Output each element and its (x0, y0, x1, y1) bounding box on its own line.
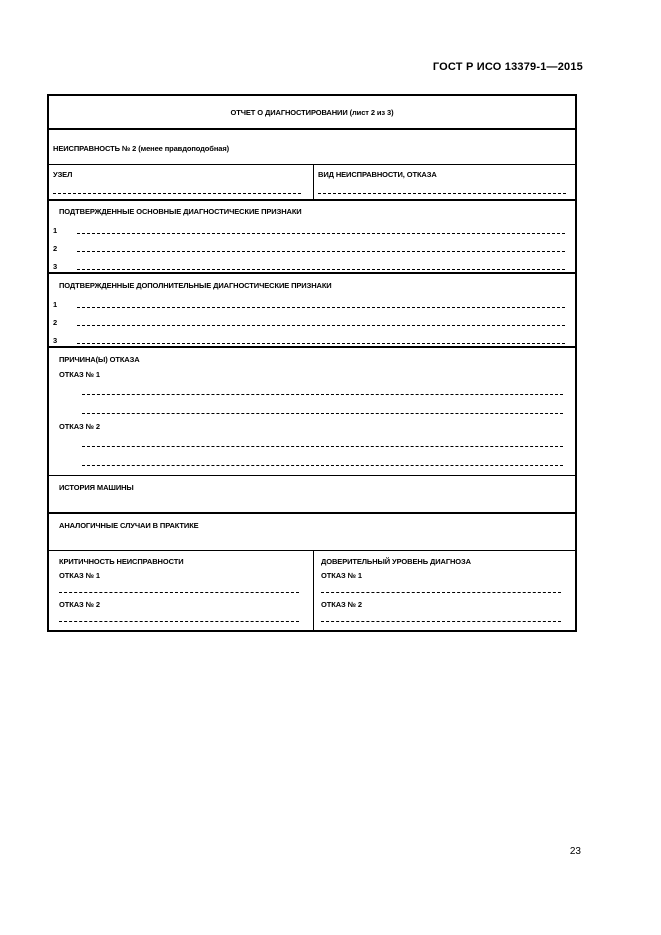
fault-type-label: ВИД НЕИСПРАВНОСТИ, ОТКАЗА (318, 170, 437, 179)
causes-label: ПРИЧИНА(Ы) ОТКАЗА (59, 355, 140, 364)
extra-signs-row (49, 274, 575, 348)
extra-sign-1-field[interactable] (77, 307, 565, 308)
line-number: 2 (53, 318, 58, 327)
confidence-failure-1-field[interactable] (321, 592, 561, 593)
standard-header: ГОСТ Р ИСО 13379-1—2015 (432, 61, 583, 73)
criticality-label: КРИТИЧНОСТЬ НЕИСПРАВНОСТИ (59, 557, 184, 566)
main-sign-1-field[interactable] (77, 233, 565, 234)
failure-1-label: ОТКАЗ № 1 (59, 370, 100, 379)
fault-label: НЕИСПРАВНОСТЬ № 2 (менее правдоподобная) (53, 144, 229, 153)
unit-row (49, 165, 575, 201)
cause-1a-field[interactable] (82, 394, 563, 395)
criticality-failure-1-label: ОТКАЗ № 1 (59, 571, 100, 580)
divider (313, 551, 314, 630)
main-sign-2-field[interactable] (77, 251, 565, 252)
fault-row (49, 130, 575, 165)
extra-sign-3-field[interactable] (77, 343, 565, 344)
diagnosis-report-form (47, 94, 577, 632)
causes-row (49, 348, 575, 476)
line-number: 3 (53, 336, 58, 345)
unit-field[interactable] (53, 193, 301, 194)
line-number: 2 (53, 244, 58, 253)
criticality-failure-1-field[interactable] (59, 592, 299, 593)
criticality-failure-2-label: ОТКАЗ № 2 (59, 600, 100, 609)
history-label: ИСТОРИЯ МАШИНЫ (59, 483, 134, 492)
cause-2a-field[interactable] (82, 446, 563, 447)
line-number: 3 (53, 262, 58, 271)
history-row (49, 476, 575, 514)
confidence-failure-1-label: ОТКАЗ № 1 (321, 571, 362, 580)
form-title: ОТЧЕТ О ДИАГНОСТИРОВАНИИ (лист 2 из 3) (230, 108, 394, 117)
confidence-failure-2-label: ОТКАЗ № 2 (321, 600, 362, 609)
divider (313, 165, 314, 199)
fault-type-field[interactable] (318, 193, 566, 194)
line-number: 1 (53, 300, 58, 309)
criticality-confidence-row (49, 551, 575, 630)
extra-signs-label: ПОДТВЕРЖДЕННЫЕ ДОПОЛНИТЕЛЬНЫЕ ДИАГНОСТИЧЕСКИЕ ПРИЗНАКИ (59, 281, 332, 290)
confidence-label: ДОВЕРИТЕЛЬНЫЙ УРОВЕНЬ ДИАГНОЗА (321, 557, 471, 566)
similar-cases-row (49, 514, 575, 551)
cause-1b-field[interactable] (82, 413, 563, 414)
form-title-row (49, 96, 575, 130)
extra-sign-2-field[interactable] (77, 325, 565, 326)
page-number: 23 (569, 846, 581, 857)
main-signs-label: ПОДТВЕРЖДЕННЫЕ ОСНОВНЫЕ ДИАГНОСТИЧЕСКИЕ ПРИЗНАКИ (59, 207, 302, 216)
criticality-failure-2-field[interactable] (59, 621, 299, 622)
confidence-failure-2-field[interactable] (321, 621, 561, 622)
line-number: 1 (53, 226, 58, 235)
main-signs-row (49, 201, 575, 274)
similar-cases-label: АНАЛОГИЧНЫЕ СЛУЧАИ В ПРАКТИКЕ (59, 521, 199, 530)
main-sign-3-field[interactable] (77, 269, 565, 270)
failure-2-label: ОТКАЗ № 2 (59, 422, 100, 431)
unit-label: УЗЕЛ (53, 170, 73, 179)
cause-2b-field[interactable] (82, 465, 563, 466)
